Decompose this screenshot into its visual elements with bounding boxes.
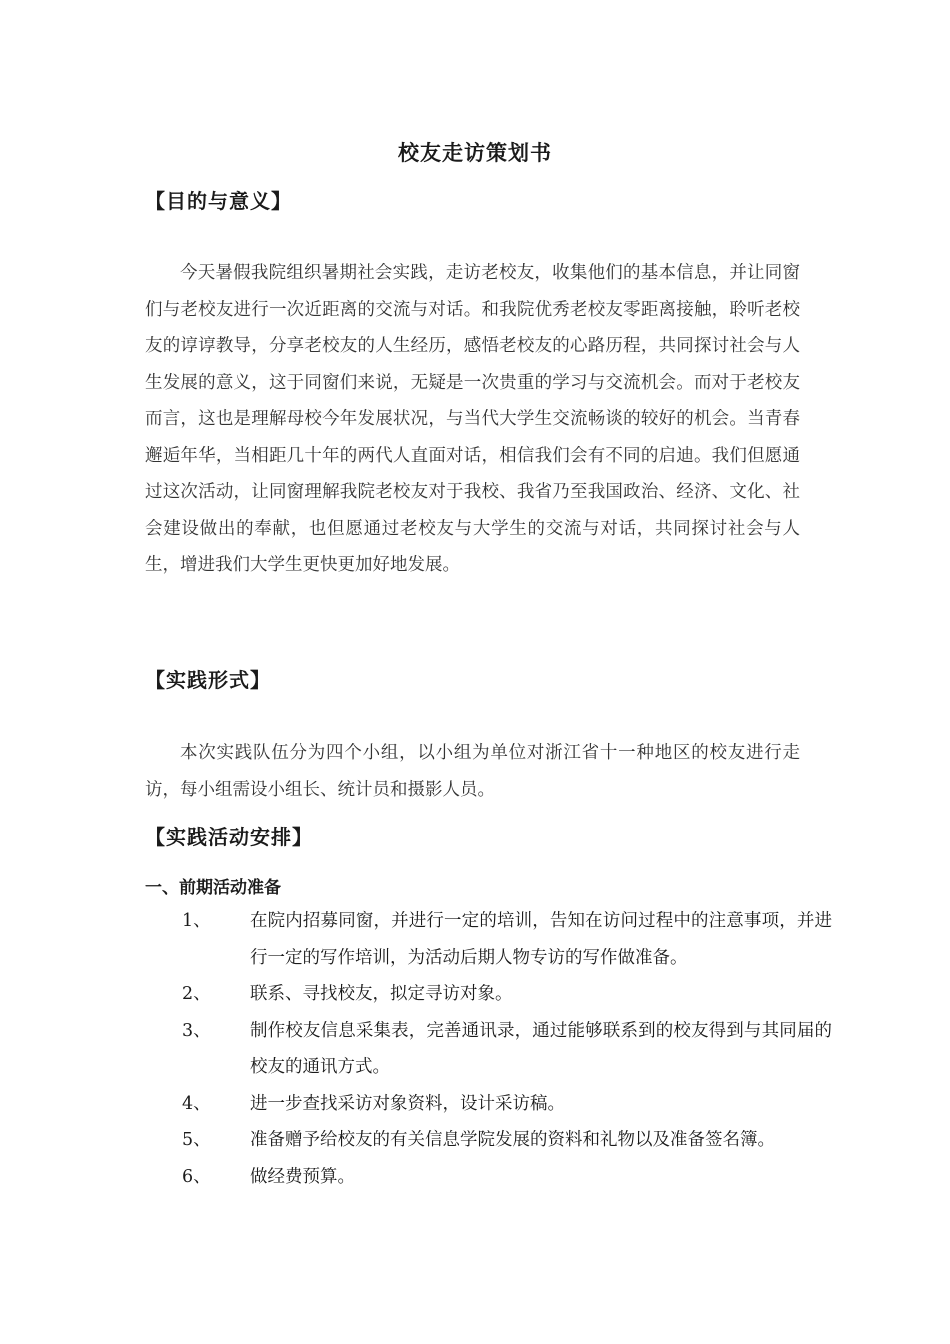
list-item [182, 1086, 832, 1123]
section-heading-form: 【实践形式】 [145, 668, 271, 692]
list-item-number: 3、 [182, 1020, 211, 1041]
list-item-number: 4、 [182, 1093, 211, 1114]
list-item-text: 进一步查找采访对象资料，设计采访稿。 [250, 1093, 565, 1114]
list-item-text: 做经费预算。 [250, 1166, 355, 1187]
purpose-paragraph: 今天暑假我院组织暑期社会实践，走访老校友，收集他们的基本信息，并让同窗们与老校友进行一次近距离的交流与对话。和我院优秀老校友零距离接触，聆听老校友的谆谆教导，分享老校友的人生经历，感悟老校友的心路历程，共同探讨社会与人生发展的意义，这于同窗们来说，无疑是一次贵重的学习与交流机会。而对于老校友而言，这也是理解母校今年发展状况，与当代大学生交流畅谈的较好的机会。当青春邂逅年华，当相距几十年的两代人直面对话，相信我们会有不同的启迪。我们但愿通过这次活动，让同窗理解我院老校友对于我校、我省乃至我国政治、经济、文化、社会建设做出的奉献，也但愿通过老校友与大学生的交流与对话，共同探讨社会与人生，增进我们大学生更快更加好地发展。 [145, 263, 800, 575]
list-item-number: 6、 [182, 1166, 211, 1187]
list-item-text: 联系、寻找校友，拟定寻访对象。 [250, 984, 513, 1004]
list-item-number: 1、 [182, 911, 211, 931]
document-title: 校友走访策划书 [398, 141, 552, 165]
list-item-text: 准备赠予给校友的有关信息学院发展的资料和礼物以及准备签名簿。 [250, 1130, 775, 1150]
form-paragraph: 本次实践队伍分为四个小组，以小组为单位对浙江省十一种地区的校友进行走访，每小组需设小组长、统计员和摄影人员。 [145, 743, 800, 800]
list-item [182, 1122, 832, 1159]
list-item-number: 5、 [182, 1130, 211, 1150]
list-item [182, 903, 832, 976]
subheading-preparation: 一、前期活动准备 [145, 878, 281, 898]
list-item-text: 在院内招募同窗，并进行一定的培训，告知在访问过程中的注意事项，并进行一定的写作培训，为活动后期人物专访的写作做准备。 [250, 911, 832, 968]
preparation-list [182, 903, 832, 1195]
section-heading-arrangement: 【实践活动安排】 [145, 825, 313, 849]
list-item [182, 1159, 832, 1196]
list-item-number: 2、 [182, 984, 211, 1004]
list-item-text: 制作校友信息采集表，完善通讯录，通过能够联系到的校友得到与其同届的校友的通讯方式。 [250, 1020, 832, 1077]
list-item [182, 976, 832, 1013]
section-heading-purpose: 【目的与意义】 [145, 189, 292, 213]
list-item [182, 1013, 832, 1086]
